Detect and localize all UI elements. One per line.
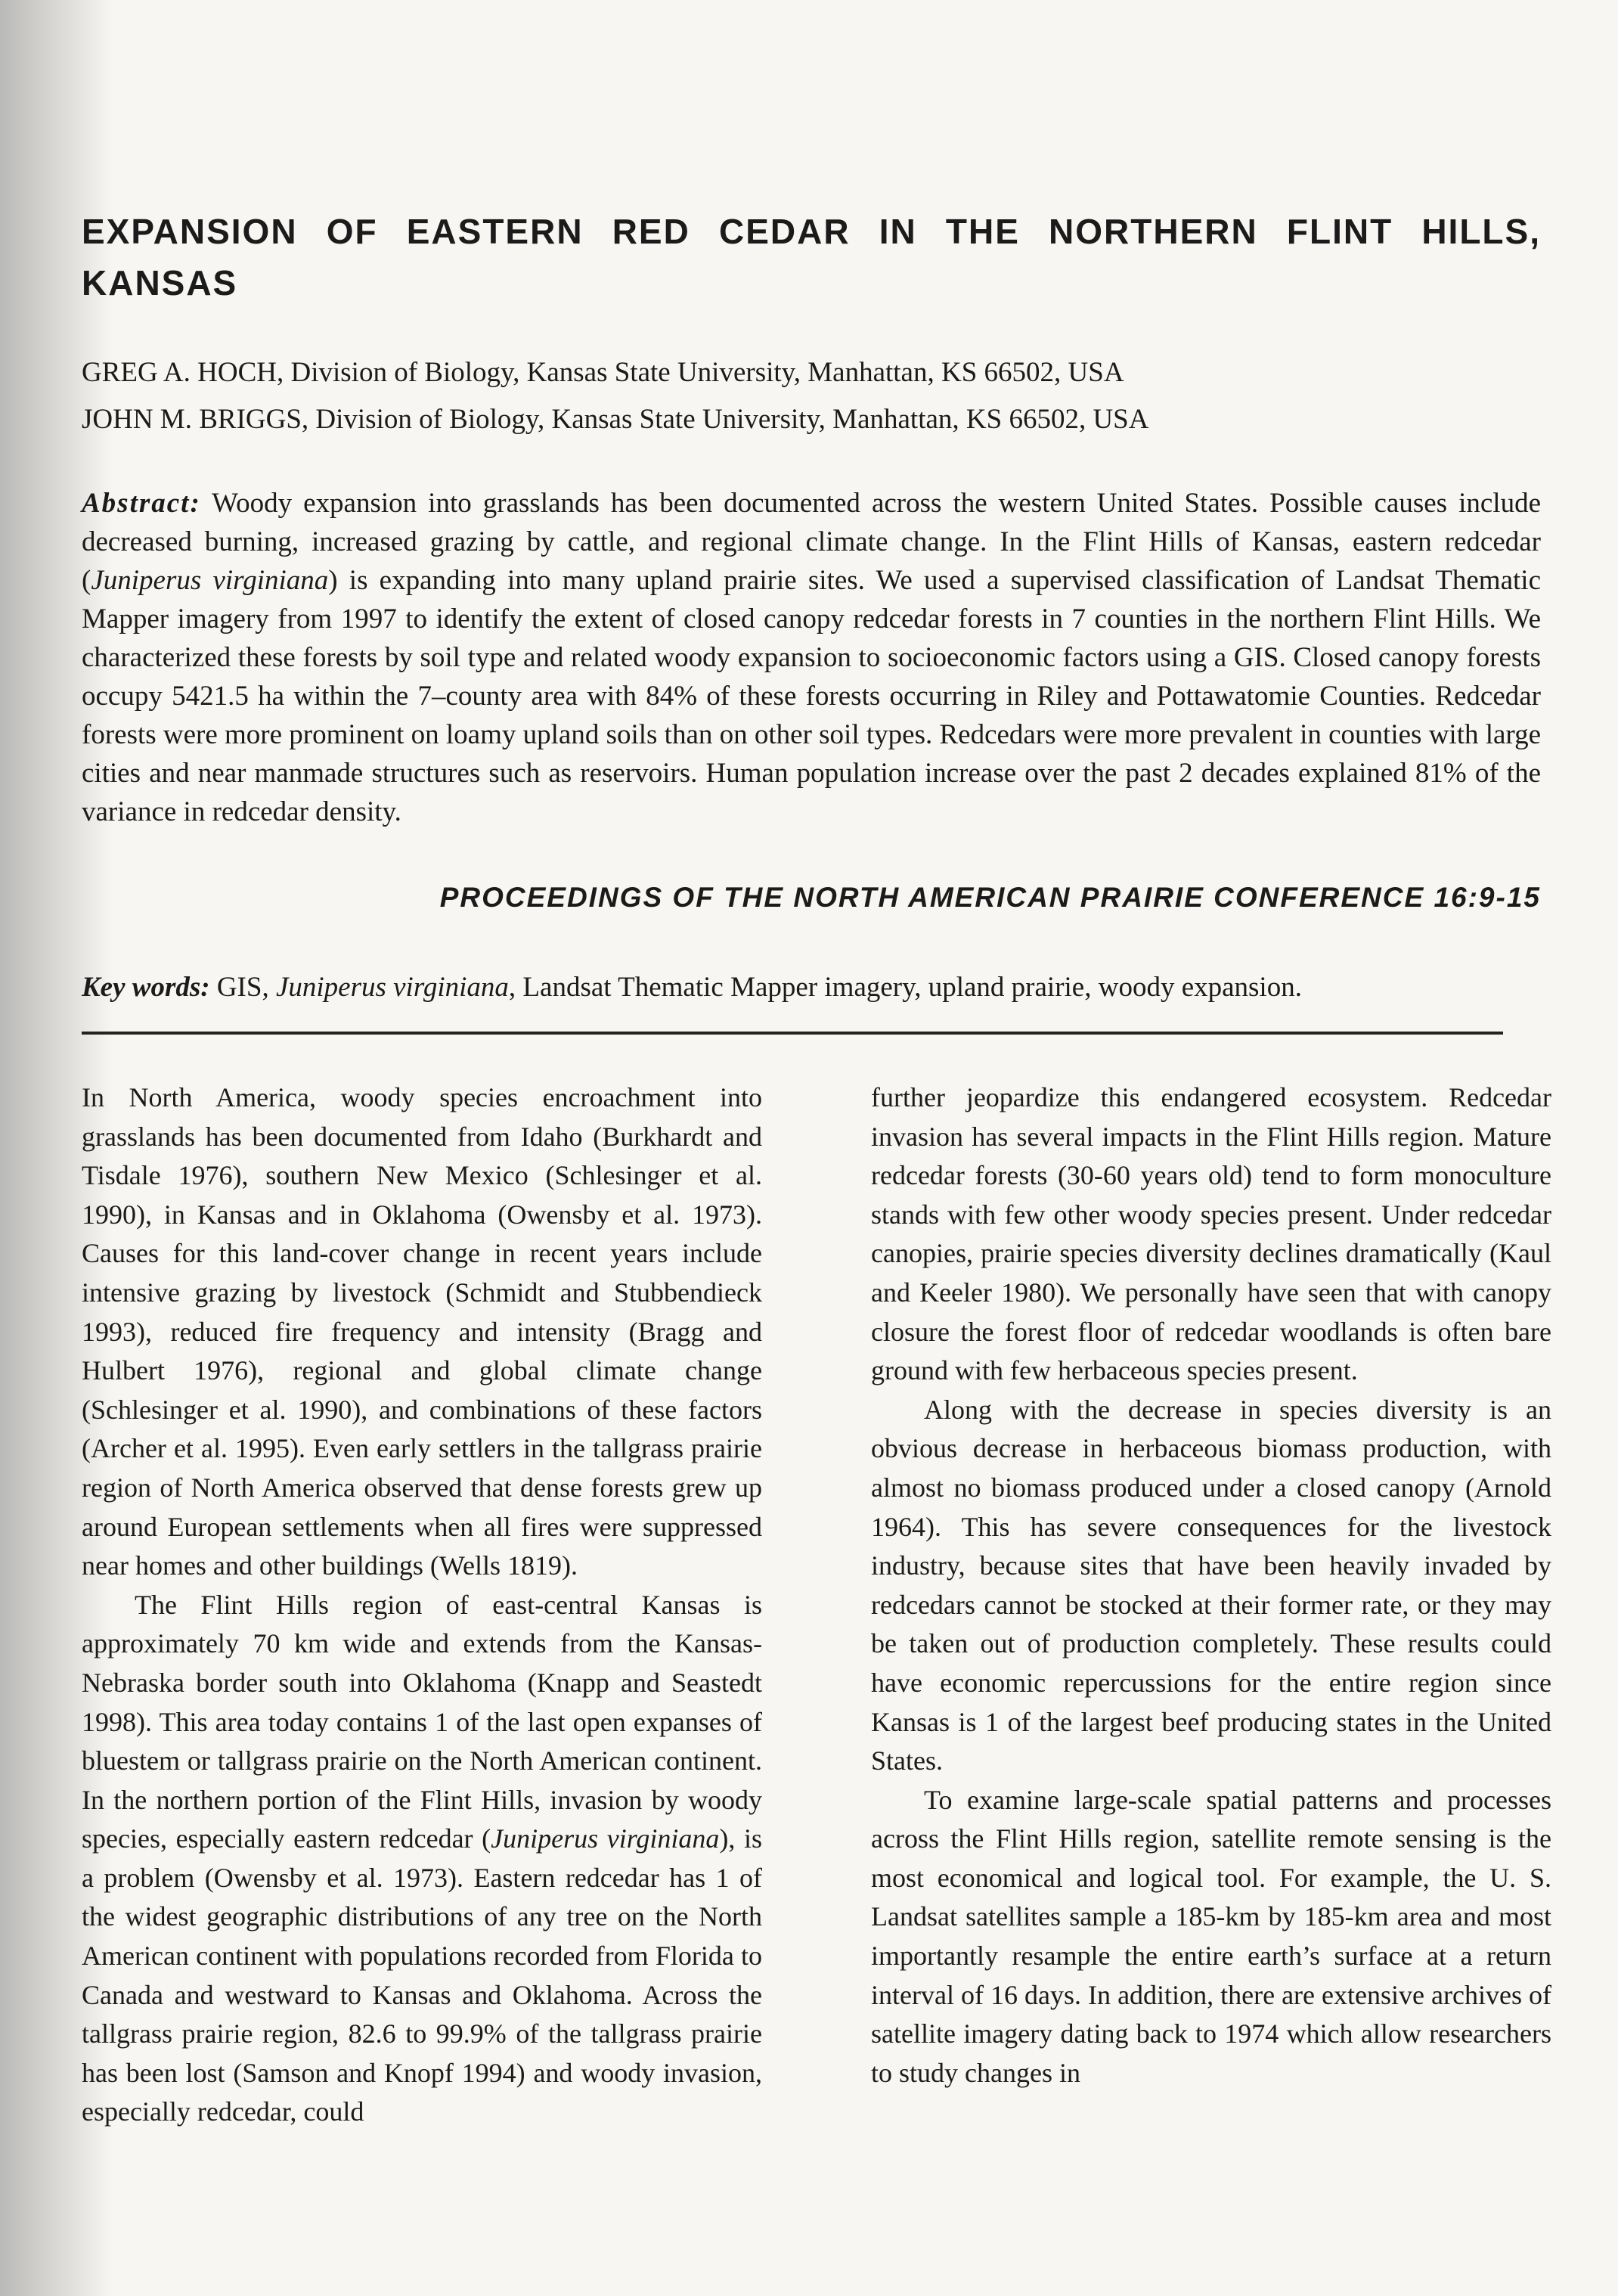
keywords-text-2: , Landsat Thematic Mapper imagery, upland prairie, woody expansion.	[508, 972, 1302, 1003]
proceedings-citation: PROCEEDINGS OF THE NORTH AMERICAN PRAIRIE CONFERENCE 16:9-15	[439, 882, 1541, 913]
body-column-left	[82, 1078, 762, 2132]
abstract-text-2: ) is expanding into many upland prairie sites. We used a supervised classification of Landsat Thematic Mapper imagery from 1997 to identify the extent of closed canopy redcedar forests in 7 counties in the northern Flint Hills. We characterized these forests by soil type and related woody expansion to socioeconomic factors using a GIS. Closed canopy forests occupy 5421.5 ha within the 7–county area with 84% of these forests occurring in Riley and Pottawatomie Counties. Redcedar forests were more prominent on loamy upland soils than on other soil types. Redcedars were more prevalent in counties with large cities and near manmade structures such as reservoirs. Human population increase over the past 2 decades explained 81% of the variance in redcedar density.	[82, 565, 1541, 827]
abstract-label: Abstract:	[82, 488, 201, 519]
paragraph: further jeopardize this endangered ecosystem. Redcedar invasion has several impacts in the Flint Hills region. Mature redcedar forests (30-60 years old) tend to form monoculture stands with few other woody species present. Under redcedar canopies, prairie species diversity declines dramatically (Kaul and Keeler 1980). We personally have seen that with canopy closure the forest floor of redcedar woodlands is often bare ground with few herbaceous species present.	[871, 1082, 1551, 1386]
paragraph: Along with the decrease in species diversity is an obvious decrease in herbaceous biomass production, with almost no biomass produced under a closed canopy (Arnold 1964). This has severe consequences for the livestock industry, because sites that have been heavily invaded by redcedars cannot be stocked at their former rate, or they may be taken out of production completely. These results could have economic repercussions for the entire region since Kansas is 1 of the largest beef producing states in the United States.	[871, 1394, 1551, 1776]
keywords-text-1: GIS,	[216, 972, 269, 1003]
author-1: GREG A. HOCH, Division of Biology, Kansas State University, Manhattan, KS 66502, USA	[82, 357, 1124, 388]
paper-title: EXPANSION OF EASTERN RED CEDAR IN THE NORTHERN FLINT HILLS, KANSAS	[82, 212, 1541, 303]
abstract-species: Juniperus virginiana	[91, 565, 329, 596]
paragraph: In North America, woody species encroachment into grasslands has been documented from Idaho (Burkhardt and Tisdale 1976), southern New Mexico (Schlesinger et al. 1990), in Kansas and in Oklahoma (Owensby et al. 1973). Causes for this land-cover change in recent years include intensive grazing by livestock (Schmidt and Stubbendieck 1993), reduced fire frequency and intensity (Bragg and Hulbert 1976), regional and global climate change (Schlesinger et al. 1990), and combinations of these factors (Archer et al. 1995). Even early settlers in the tallgrass prairie region of North America observed that dense forests grew up around European settlements when all fires were suppressed near homes and other buildings (Wells 1819).	[82, 1082, 762, 1581]
author-2: JOHN M. BRIGGS, Division of Biology, Kansas State University, Manhattan, KS 66502, USA	[82, 404, 1149, 435]
body-column-right	[871, 1078, 1551, 2093]
keywords	[82, 971, 1541, 1004]
section-divider	[82, 1032, 1503, 1035]
paragraph	[82, 1586, 762, 2132]
keywords-label: Key words:	[82, 972, 210, 1003]
paragraph: To examine large-scale spatial patterns and processes across the Flint Hills region, satellite remote sensing is the most economical and logical tool. For example, the U. S. Landsat satellites sample a 185-km by 185-km area and most importantly resample the entire earth’s surface at a return interval of 16 days. In addition, there are extensive archives of satellite imagery dating back to 1974 which allow researchers to study changes in	[871, 1784, 1551, 2088]
keywords-species: Juniperus virginiana	[275, 972, 509, 1003]
species-name: Juniperus virginiana	[491, 1823, 720, 1854]
abstract-text-1: Woody expansion into grasslands has been documented across the western United States. Possible causes include decreased burning, increased grazing by cattle, and regional climate change. In the Flint Hills of Kansas, eastern redcedar (	[82, 488, 1541, 596]
abstract	[82, 484, 1541, 831]
paragraph-text: The Flint Hills region of east-central Kansas is approximately 70 km wide and extends from the Kansas-Nebraska border south into Oklahoma (Knapp and Seastedt 1998). This area today contains 1 of the last open expanses of bluestem or tallgrass prairie on the North American continent. In the northern portion of the Flint Hills, invasion by woody species, especially eastern redcedar (	[82, 1589, 762, 1854]
paragraph-text: ), is a problem (Owensby et al. 1973). Eastern redcedar has 1 of the widest geographic distributions of any tree on the North American continent with populations recorded from Florida to Canada and westward to Kansas and Oklahoma. Across the tallgrass prairie region, 82.6 to 99.9% of the tallgrass prairie has been lost (Samson and Knopf 1994) and woody invasion, especially redcedar, could	[82, 1823, 762, 2127]
